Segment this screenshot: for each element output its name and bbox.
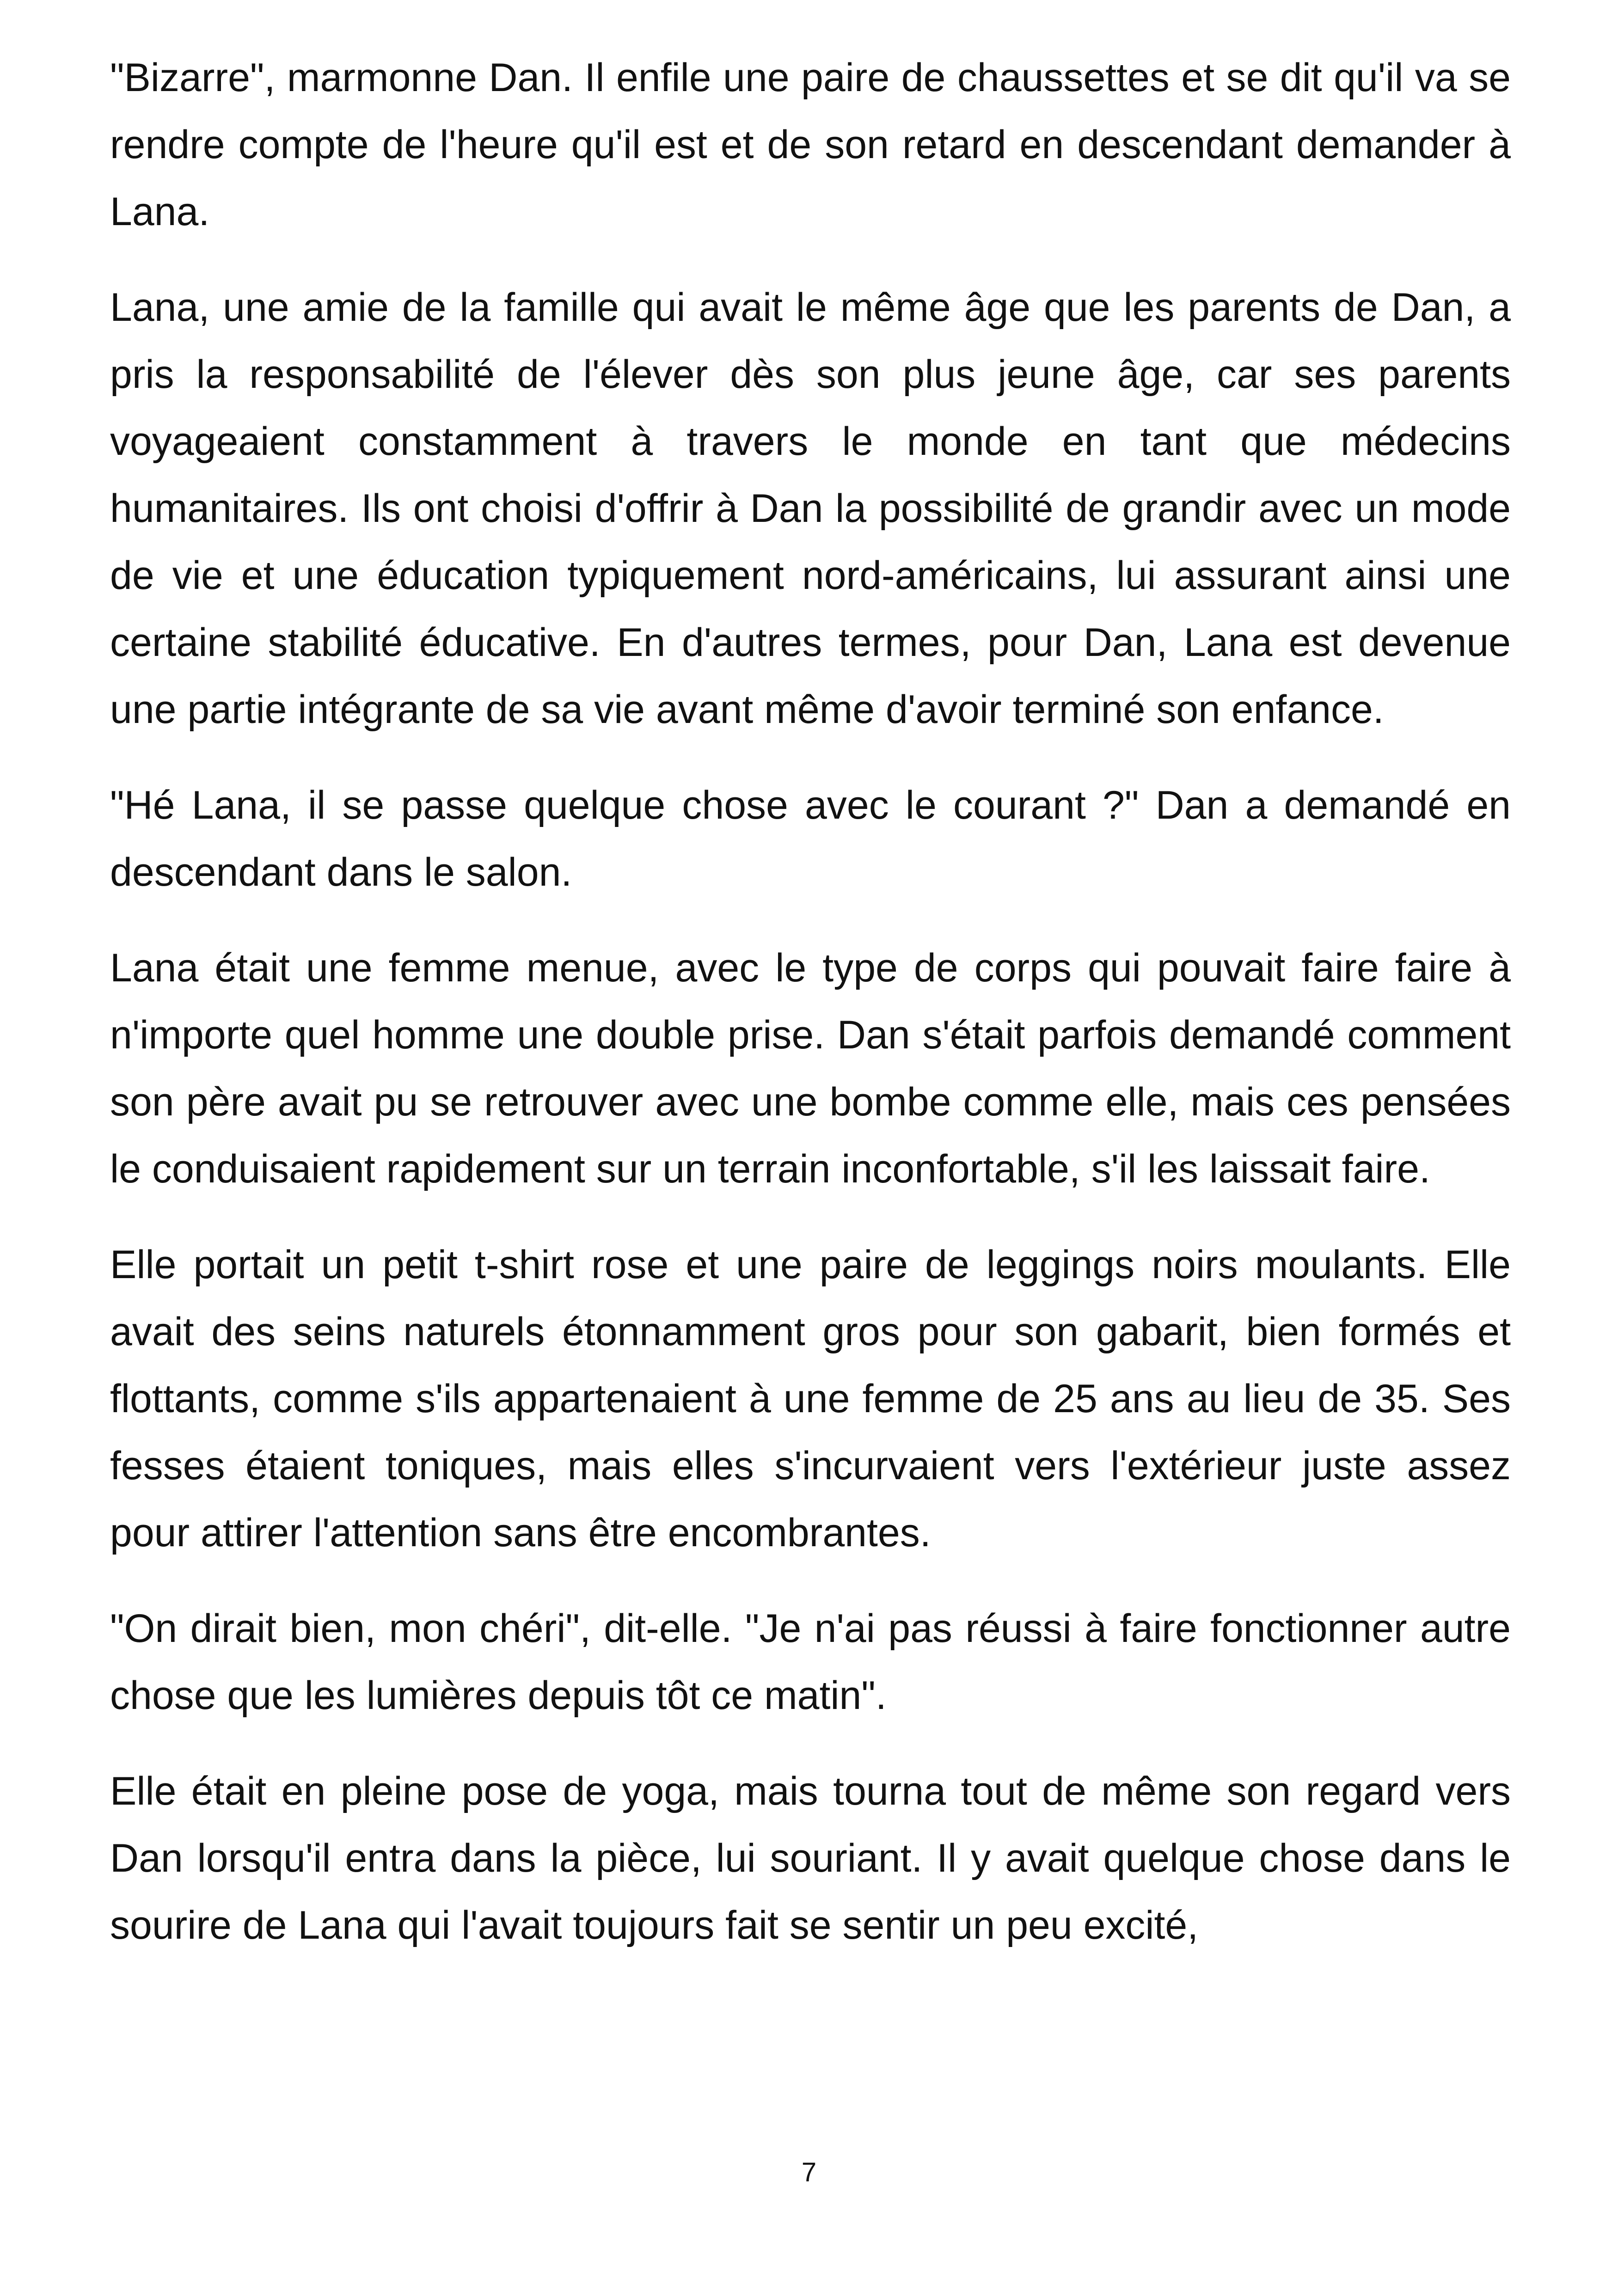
paragraph: Elle portait un petit t-shirt rose et une paire de leggings noirs moulants. Elle avait des seins naturels étonnamment gros pour son gabarit, bien formés et flottants, comme s'ils appartenaient à une femme de 25 ans au lieu de 35. Ses fesses étaient toniques, mais elles s'incurvaient vers l'extérieur juste assez pour attirer l'attention sans être encombrantes.	[110, 1243, 1511, 1555]
paragraph: Lana, une amie de la famille qui avait le même âge que les parents de Dan, a pris la responsabilité de l'élever dès son plus jeune âge, car ses parents voyageaient constamment à travers le monde en tant que médecins humanitaires. Ils ont choisi d'offrir à Dan la possibilité de grandir avec un mode de vie et une éducation typiquement nord-américains, lui assurant ainsi une certaine stabilité éducative. En d'autres termes, pour Dan, Lana est devenue une partie intégrante de sa vie avant même d'avoir terminé son enfance.	[110, 285, 1511, 732]
paragraph: Lana était une femme menue, avec le type de corps qui pouvait faire faire à n'importe quel homme une double prise. Dan s'était parfois demandé comment son père avait pu se retrouver avec une bombe comme elle, mais ces pensées le conduisaient rapidement sur un terrain inconfortable, s'il les laissait faire.	[110, 946, 1511, 1191]
paragraph: Elle était en pleine pose de yoga, mais tourna tout de même son regard vers Dan lorsqu'il entra dans la pièce, lui souriant. Il y avait quelque chose dans le sourire de Lana qui l'avait toujours fait se sentir un peu excité,	[110, 1769, 1511, 1947]
paragraph: "Bizarre", marmonne Dan. Il enfile une paire de chaussettes et se dit qu'il va se rendre compte de l'heure qu'il est et de son retard en descendant demander à Lana.	[110, 55, 1511, 234]
paragraph: "On dirait bien, mon chéri", dit-elle. "Je n'ai pas réussi à faire fonctionner autre chose que les lumières depuis tôt ce matin".	[110, 1606, 1511, 1718]
document-body	[110, 44, 1511, 1988]
paragraph: "Hé Lana, il se passe quelque chose avec le courant ?" Dan a demandé en descendant dans le salon.	[110, 783, 1511, 894]
page-number: 7	[801, 2157, 817, 2187]
